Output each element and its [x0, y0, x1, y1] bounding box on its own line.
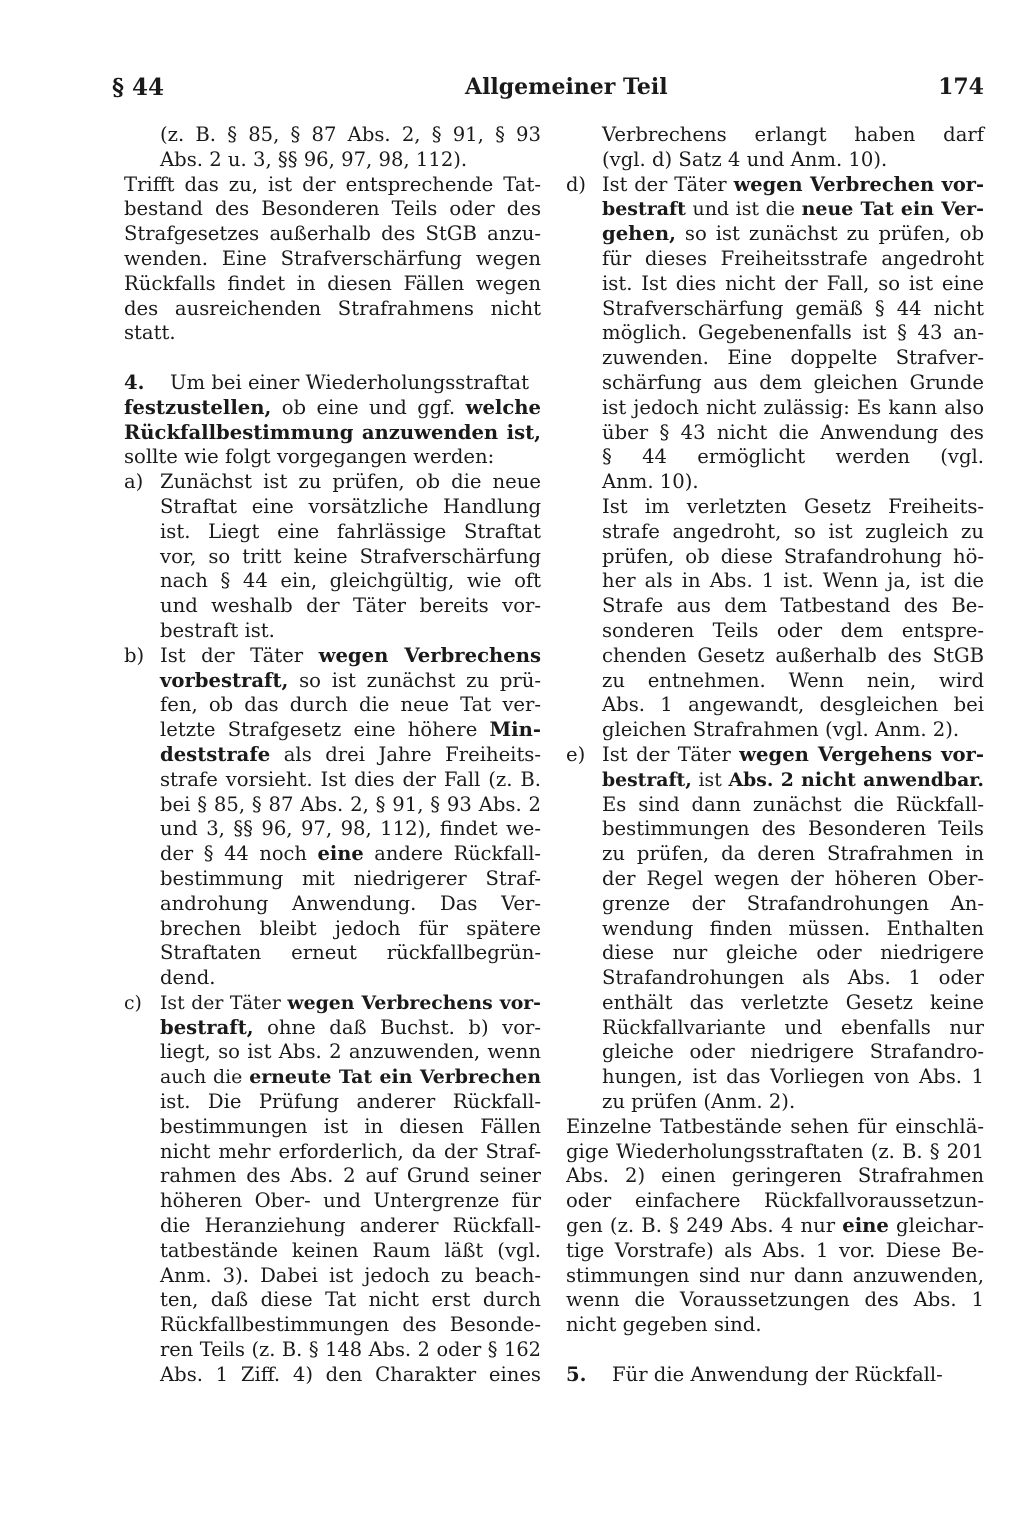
- text-line: Es sind dann zunächst die Rückfall-: [602, 792, 984, 816]
- text-line: tige Vorstrafe) als Abs. 1 vor. Diese Be-: [566, 1238, 984, 1262]
- text-line: Ist im verletzten Gesetz Freiheits-: [602, 494, 984, 518]
- text-line: zu prüfen (Anm. 2).: [602, 1090, 796, 1114]
- text-line: Abs. 2 u. 3, §§ 96, 97, 98, 112).: [160, 147, 468, 171]
- text-line: möglich. Gegebenenfalls ist § 43 an-: [602, 321, 984, 345]
- text-line: vor, so tritt keine Strafverschärfung: [160, 544, 541, 568]
- text-line: stimmungen sind nur dann anzuwenden,: [566, 1263, 984, 1287]
- text-line: gige Wiederholungsstraftaten (z. B. § 201: [566, 1139, 984, 1163]
- text-line: diese nur gleiche oder niedrigere: [602, 941, 984, 965]
- text-line: bestimmungen des Besonderen Teils: [602, 817, 984, 841]
- page-number: 174: [938, 74, 984, 100]
- text-line: strafe vorsieht. Ist dies der Fall (z. B.: [160, 767, 541, 791]
- text-line: bestraft ist.: [160, 618, 275, 642]
- text-line: über § 43 nicht die Anwendung des: [602, 420, 984, 444]
- item-label: e): [566, 742, 586, 766]
- text-line: gen (z. B. § 249 Abs. 4 nur eine gleichar-: [566, 1214, 984, 1238]
- text-line: enthält das verletzte Gesetz keine: [602, 990, 984, 1014]
- item-number: 5.: [566, 1362, 587, 1386]
- text-line: rahmen des Abs. 2 auf Grund seiner: [160, 1164, 541, 1188]
- item-4-line: sollte wie folgt vorgegangen werden:: [124, 445, 495, 469]
- item-a-line: a) Zunächst ist zu prüfen, ob die neue: [124, 470, 541, 494]
- item-d-line: d) Ist der Täter wegen Verbrechen vor-: [566, 172, 984, 196]
- text-line: hungen, ist das Vorliegen von Abs. 1: [602, 1065, 984, 1089]
- text-line: gleichen Strafrahmen (vgl. Anm. 2).: [602, 718, 960, 742]
- text-line: zu prüfen, da deren Strafrahmen in: [602, 842, 984, 866]
- text-line: ist jedoch nicht zulässig: Es kann also: [602, 395, 984, 419]
- text-line: gleiche oder niedrigere Strafandro-: [602, 1040, 984, 1064]
- text-line: Rückfallvariante und ebenfalls nur: [602, 1015, 984, 1039]
- item-b-line: b) Ist der Täter wegen Verbrechens: [124, 643, 541, 667]
- text-line: § 44 ermöglicht werden (vgl.: [602, 445, 984, 469]
- text-line: des ausreichenden Strafrahmens nicht: [124, 296, 541, 320]
- item-label: c): [124, 992, 142, 1014]
- text-line: schärfung aus dem gleichen Grunde: [602, 370, 984, 394]
- text-line: Abs. 1 angewandt, desgleichen bei: [602, 693, 984, 717]
- text-line: Anm. 10).: [602, 470, 699, 494]
- text-line: und weshalb der Täter bereits vor-: [160, 594, 541, 618]
- text-line: zuwenden. Eine doppelte Strafver-: [602, 346, 984, 370]
- text-line: ist. Liegt eine fahrlässige Straftat: [160, 519, 541, 543]
- text-line: Straftat eine vorsätzliche Handlung: [160, 494, 541, 518]
- right-column: [566, 123, 984, 1388]
- text-line: höheren Ober- und Untergrenze für: [160, 1189, 541, 1213]
- text-line: Abs. 1 Ziff. 4) den Charakter eines: [160, 1362, 541, 1386]
- text-line: ten, daß diese Tat nicht erst durch: [160, 1288, 541, 1312]
- item-c-line: c) Ist der Täter wegen Verbrechens vor-: [124, 991, 541, 1016]
- text-line: Strafe aus dem Tatbestand des Be-: [602, 594, 984, 618]
- section-marker: § 44: [112, 74, 165, 101]
- text-line: und 3, §§ 96, 97, 98, 112), findet we-: [160, 817, 541, 841]
- item-label: b): [124, 643, 145, 667]
- item-4-line: festzustellen, ob eine und ggf. welche: [124, 395, 541, 419]
- item-5-line: 5. Für die Anwendung der Rückfall-: [566, 1362, 943, 1386]
- text-line: (z. B. § 85, § 87 Abs. 2, § 91, § 93: [160, 123, 541, 146]
- text-line: her als in Abs. 1 ist. Wenn ja, ist die: [602, 569, 984, 593]
- item-label: d): [566, 172, 586, 196]
- text-line: Strafandrohungen als Abs. 1 oder: [602, 966, 984, 990]
- text-line: bestraft und ist die neue Tat ein Ver-: [602, 198, 984, 221]
- text-line: grenze der Strafandrohungen An-: [602, 891, 984, 915]
- item-e-line: e) Ist der Täter wegen Vergehens vor-: [566, 742, 984, 766]
- text-line: für dieses Freiheitsstrafe angedroht: [602, 246, 984, 270]
- text-line: statt.: [124, 321, 176, 345]
- text-line: der Regel wegen der höheren Ober-: [602, 866, 984, 890]
- item-4-line: 4. Um bei einer Wiederholungsstraftat: [124, 370, 529, 394]
- text-line: nach § 44 ein, gleichgültig, wie oft: [160, 569, 541, 593]
- text-line: ist. Ist dies nicht der Fall, so ist eine: [602, 271, 984, 295]
- text-line: nicht gegeben sind.: [566, 1313, 762, 1337]
- text-line: Abs. 2) einen geringeren Strafrahmen: [566, 1164, 984, 1188]
- text-line: letzte Strafgesetz eine höhere Min-: [160, 718, 541, 742]
- text-line: zu entnehmen. Wenn nein, wird: [602, 668, 984, 692]
- text-line: Rückfallbestimmungen des Besonde-: [160, 1313, 541, 1337]
- text-line: bei § 85, § 87 Abs. 2, § 91, § 93 Abs. 2: [160, 792, 541, 816]
- left-column: [124, 123, 541, 1388]
- text-line: bestand des Besonderen Teils oder des: [124, 197, 541, 221]
- text-line: liegt, so ist Abs. 2 anzuwenden, wenn: [160, 1040, 541, 1064]
- item-number: 4.: [124, 370, 145, 394]
- text-line: gehen, so ist zunächst zu prüfen, ob: [602, 222, 984, 246]
- text-line: wenden. Eine Strafverschärfung wegen: [124, 246, 541, 270]
- text-line: der § 44 noch eine andere Rückfall-: [160, 842, 541, 866]
- text-line: tatbestände keinen Raum läßt (vgl.: [160, 1238, 541, 1262]
- text-line: fen, ob das durch die neue Tat ver-: [160, 693, 541, 717]
- running-title: Allgemeiner Teil: [465, 74, 668, 100]
- text-line: chenden Gesetz außerhalb des StGB: [602, 643, 984, 667]
- text-line: Rückfalls findet in diesen Fällen wegen: [124, 271, 541, 295]
- text-line: Strafverschärfung gemäß § 44 nicht: [602, 296, 984, 320]
- text-line: brechen bleibt jedoch für spätere: [160, 916, 541, 940]
- text-line: bestraft, ohne daß Buchst. b) vor-: [160, 1015, 541, 1039]
- text-line: wendung finden müssen. Enthalten: [602, 916, 984, 940]
- text-line: wenn die Voraussetzungen des Abs. 1: [566, 1288, 984, 1312]
- text-line: bestimmungen ist in diesen Fällen: [160, 1114, 541, 1138]
- text-line: (vgl. d) Satz 4 und Anm. 10).: [602, 147, 888, 171]
- text-line: prüfen, ob diese Strafandrohung hö-: [602, 544, 984, 568]
- page-header: [112, 74, 984, 104]
- text-line: Verbrechens erlangt haben darf: [602, 123, 984, 146]
- text-line: Strafgesetzes außerhalb des StGB anzu-: [124, 222, 541, 246]
- text-line: bestimmung mit niedrigerer Straf-: [160, 866, 541, 890]
- text-line: Einzelne Tatbestände sehen für einschlä-: [566, 1114, 984, 1138]
- text-line: Straftaten erneut rückfallbegrün-: [160, 941, 541, 965]
- text-line: Anm. 3). Dabei ist jedoch zu beach-: [160, 1263, 541, 1287]
- item-4-line: Rückfallbestimmung anzuwenden ist,: [124, 420, 541, 444]
- text-line: auch die erneute Tat ein Verbrechen: [160, 1066, 541, 1089]
- item-label: a): [124, 470, 144, 494]
- text-line: sonderen Teils oder dem entspre-: [602, 618, 984, 642]
- text-line: oder einfachere Rückfallvoraussetzun-: [566, 1189, 984, 1213]
- text-line: bestraft, ist Abs. 2 nicht anwendbar.: [602, 768, 984, 791]
- text-line: ist. Die Prüfung anderer Rückfall-: [160, 1090, 541, 1114]
- text-line: nicht mehr erforderlich, da der Straf-: [160, 1139, 541, 1163]
- text-line: androhung Anwendung. Das Ver-: [160, 891, 541, 915]
- text-line: die Heranziehung anderer Rückfall-: [160, 1214, 541, 1238]
- text-line: strafe angedroht, so ist zugleich zu: [602, 519, 984, 543]
- text-line: ren Teils (z. B. § 148 Abs. 2 oder § 162: [160, 1338, 541, 1362]
- text-line: deststrafe als drei Jahre Freiheits-: [160, 742, 541, 766]
- text-line: Trifft das zu, ist der entsprechende Tat-: [124, 172, 541, 196]
- text-line: vorbestraft, so ist zunächst zu prü-: [160, 668, 541, 692]
- text-line: dend.: [160, 966, 216, 990]
